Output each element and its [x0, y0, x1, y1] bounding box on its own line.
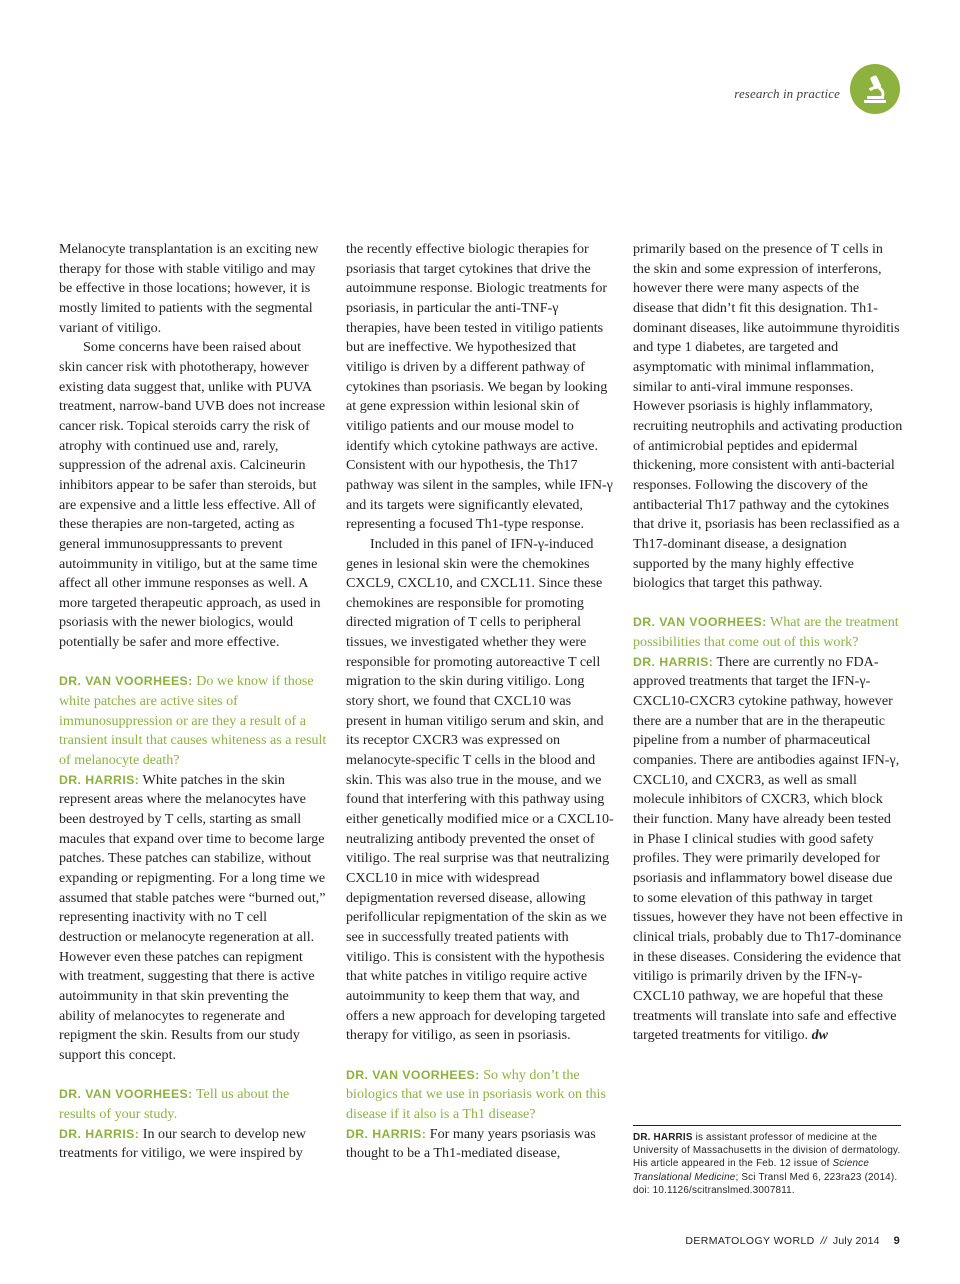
speaker-label: DR. VAN VOORHEES:	[59, 1087, 193, 1102]
paragraph: Melanocyte transplantation is an exciting new therapy for those with stable vitiligo and may be effective in those locations; however, it is mostly limited to patients with the segmental variant of vitiligo.	[59, 241, 319, 336]
speaker-label: DR. HARRIS:	[633, 654, 714, 669]
question	[59, 1085, 327, 1124]
speaker-label: DR. VAN VOORHEES:	[633, 615, 767, 630]
bio-divider	[633, 1125, 901, 1126]
journal-name: Science Translational Medicine	[633, 1158, 870, 1183]
paragraph: Included in this panel of IFN-γ-induced genes in lesional skin were the chemokines CXCL9, CXCL10, and CXCL11. Since these chemokines are responsible for promoting directed migration of T cells to peripheral tissues, we investigated whether they were responsible for promoting autoreactive T cell migration to the skin during vitiligo. Long story short, we found that CXCL10 was present in human vitiligo serum and skin, and its receptor CXCR3 was expressed on melanocyte-specific T cells in the blood and skin. This was also true in the mouse, and we found that interfering with this pathway using either genetically modified mice or a CXCL10-neutralizing antibody prevented the onset of vitiligo. The real surprise was that neutralizing CXCL10 in mice with widespread depigmentation reversed disease, allowing perifollicular repigmentation of the skin as we see in successfully treated patients with vitiligo. This is consistent with the hypothesis that white patches in vitiligo require active autoimmunity to keep them that way, and offers a new approach for developing targeted therapy for vitiligo, as seen in psoriasis.	[346, 535, 614, 1044]
speaker-label: DR. VAN VOORHEES:	[346, 1067, 480, 1082]
answer-text: There are currently no FDA-approved treatments that target the IFN-γ-CXCL10-CXCR3 cytokine pathway, however there are a number that are in the therapeutic pipeline from a number of pharmaceutical companies. There are antibodies against IFN-γ, CXCL10, and CXCR3, as well as small molecule inhibitors of CXCR3, which block their function. Many have already been tested in Phase I clinical studies with good safety profiles. They were primarily developed for psoriasis and inflammatory bowel disease due to some elevation of this pathway in target tissues, however they have not been effective in clinical trials, probably due to Th17-dominance in these diseases. Considering the evidence that vitiligo is primarily driven by the IFN-γ-CXCL10 pathway, we are hopeful that these treatments will translate into safe and effective targeted treatments for vitiligo.	[633, 653, 903, 1044]
section-label: research in practice	[734, 86, 840, 101]
article-column-2	[346, 240, 614, 1164]
article-column-1	[59, 240, 327, 1164]
page-number: 9	[893, 1235, 900, 1247]
answer-text: In our search to develop new treatments for vitiligo, we were inspired by	[59, 1125, 306, 1162]
microscope-icon	[858, 72, 892, 106]
author-bio	[633, 1131, 903, 1197]
page-footer	[685, 1235, 900, 1247]
question-text: Do we know if those white patches are active sites of immunosuppression or are they a result of a transient insult that causes whiteness as a result of melanocyte death?	[59, 673, 327, 769]
question	[633, 613, 903, 652]
bio-citation: ; Sci Transl Med 6, 223ra23 (2014). doi: 10.1126/scitranslmed.3007811.	[633, 1171, 898, 1196]
paragraph: primarily based on the presence of T cells in the skin and some expression of interferons, however there were many aspects of the disease that didn’t fit this designation. Th1-dominant diseases, like autoimmune thyroiditis and type 1 diabetes, are targeted and asymptomatic with minimal inflammation, similar to anti-viral immune responses. However psoriasis is highly inflammatory, recruiting neutrophils and activating production of antimicrobial peptides and epidermal thickening, more consistent with anti-bacterial responses. Following the discovery of the antibacterial Th17 pathway and the cytokines that drive it, psoriasis has been reclassified as a Th17-dominant disease, a designation supported by the many highly effective biologics that target this pathway.	[633, 241, 903, 592]
bio-name: DR. HARRIS	[633, 1132, 693, 1143]
section-badge	[850, 64, 900, 114]
paragraph: the recently effective biologic therapies for psoriasis that target cytokines that drive the autoimmune response. Biologic treatments for psoriasis, in particular the anti-TNF-γ therapies, have been tested in vitiligo patients but are ineffective. We hypothesized that vitiligo is driven by a different pathway of cytokines than psoriasis. We began by looking at gene expression within lesional skin of vitiligo patients and our mouse model to identify which cytokine pathways are active. Consistent with our hypothesis, the Th17 pathway was silent in the samples, while IFN-γ and its targets were significantly elevated, representing a focused Th1-type response.	[346, 241, 613, 533]
signoff-mark: dw	[811, 1027, 829, 1044]
speaker-label: DR. HARRIS:	[346, 1126, 427, 1141]
answer	[59, 1125, 327, 1164]
speaker-label: DR. HARRIS:	[59, 1126, 140, 1141]
question-text: What are the treatment possibilities that come out of this work?	[633, 614, 899, 651]
question-text: Tell us about the results of your study.	[59, 1086, 290, 1122]
bio-text: is assistant professor of medicine at the University of Massachusetts in the division of dermatology. His article appeared in the Feb. 12 issue of	[633, 1132, 901, 1170]
answer	[59, 771, 327, 1066]
question-text: So why don’t the biologics that we use in psoriasis work on this disease if it also is a Th1 disease?	[346, 1066, 606, 1122]
speaker-label: DR. VAN VOORHEES:	[59, 674, 193, 689]
question	[59, 672, 327, 770]
speaker-label: DR. HARRIS:	[59, 772, 140, 787]
paragraph: Some concerns have been raised about skin cancer risk with phototherapy, however existing data suggest that, unlike with PUVA treatment, narrow-band UVB does not increase cancer risk. Topical steroids carry the risk of atrophy with continued use and, rarely, suppression of the adrenal axis. Calcineurin inhibitors appear to be safer than steroids, but are expensive and a little less effective. All of these therapies are non-targeted, acting as general immunosuppressants to prevent autoimmunity in vitiligo, but at the same time affect all other immune responses as well. A more targeted therapeutic approach, as used in psoriasis with the newer biologics, would potentially be safer and more effective.	[59, 339, 326, 651]
footer-separator: //	[820, 1235, 827, 1247]
article-column-3	[633, 240, 903, 1046]
answer-text: White patches in the skin represent areas where the melanocytes have been destroyed by T cells, starting as small macules that expand over time to become large patches. These patches can stabilize, without expanding or repigmenting. For a long time we assumed that stable patches were “burned out,” representing inactivity with no T cell destruction or melanocyte regeneration at all. However even these patches can repigment with treatment, suggesting that there is active autoimmunity in that skin preventing the ability of melanocytes to regenerate and repigment the skin. Results from our study support this concept.	[59, 771, 326, 1063]
issue-date: July 2014	[832, 1235, 880, 1247]
answer	[346, 1125, 614, 1164]
magazine-name: DERMATOLOGY WORLD	[685, 1235, 815, 1247]
question	[346, 1066, 614, 1125]
answer-text: For many years psoriasis was thought to be a Th1-mediated disease,	[346, 1125, 596, 1162]
answer	[633, 653, 903, 1046]
